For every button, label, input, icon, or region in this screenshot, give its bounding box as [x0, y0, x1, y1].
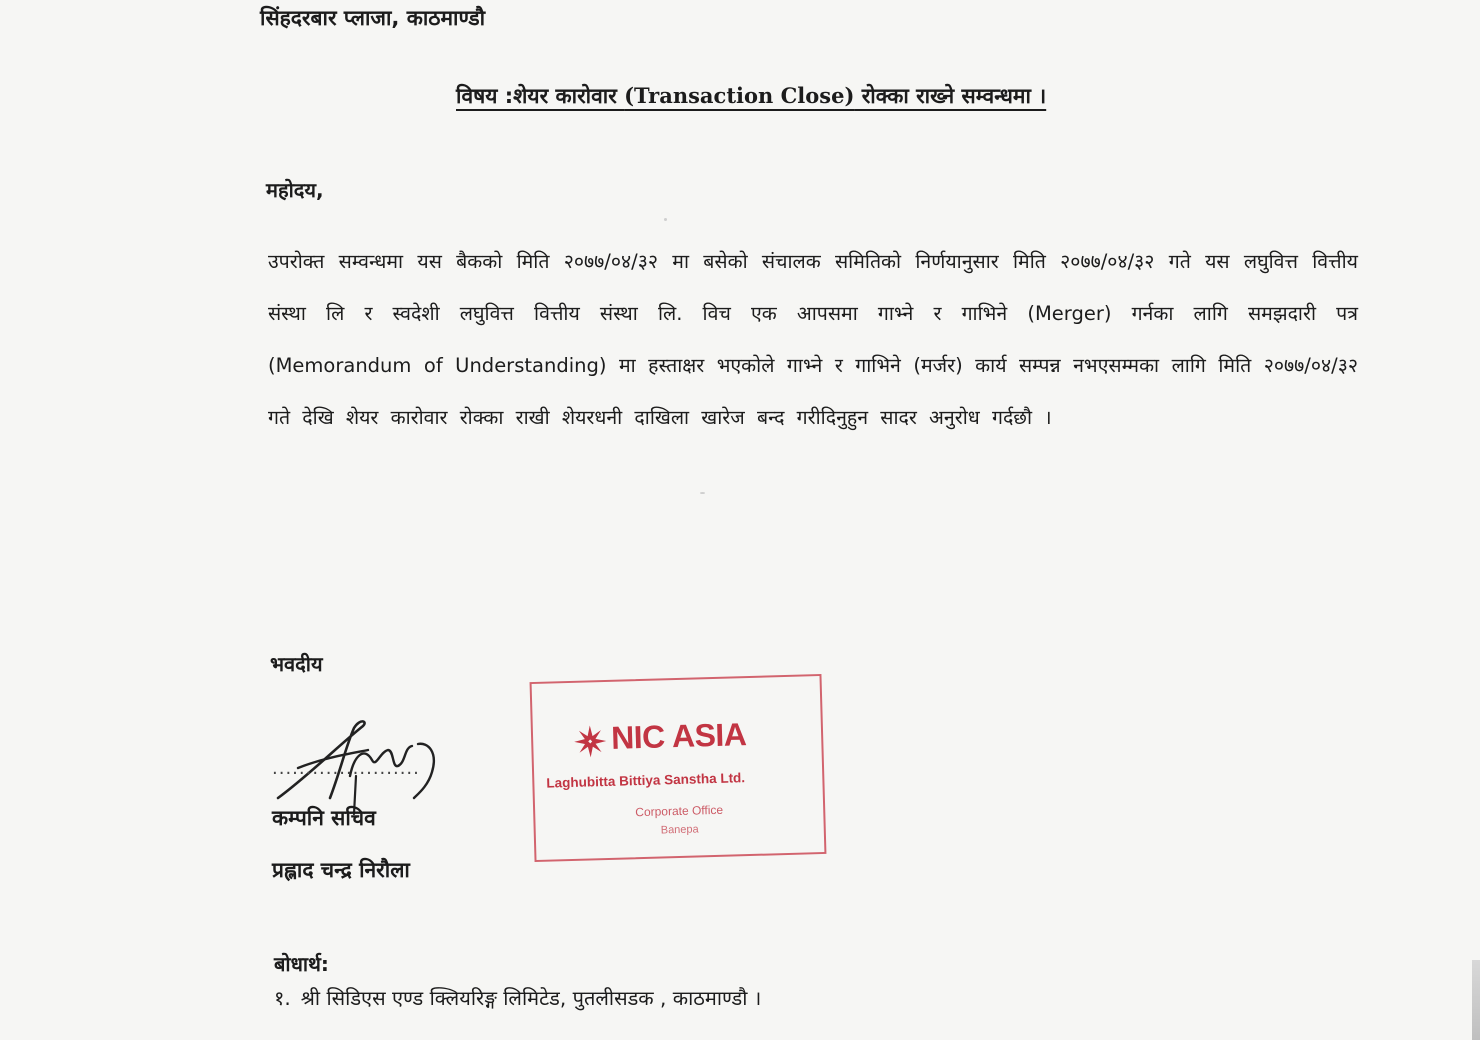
subject-prefix: विषय :शेयर कारोवार [456, 84, 625, 108]
subject-suffix: रोक्का राख्ने सम्वन्धमा । [854, 84, 1047, 108]
scan-speck [664, 218, 667, 221]
recipient-address: सिंहदरबार प्लाजा, काठमाण्डौ [260, 6, 486, 30]
subject-line [456, 82, 1046, 110]
stamp-location: Banepa [660, 823, 699, 837]
stamp-brand-text: NIC ASIA [610, 716, 747, 756]
designation: कम्पनि सचिव [272, 806, 376, 830]
cc-heading: बोधार्थ: [274, 952, 329, 976]
signature-line: ...................... [272, 758, 420, 779]
cc-item-number: १. [274, 986, 291, 1010]
stamp-office: Corporate Office [635, 802, 724, 820]
scan-speck [700, 492, 705, 494]
closing: भवदीय [270, 652, 323, 676]
cc-item [274, 984, 761, 1024]
stamp-brand [573, 716, 747, 758]
starburst-logo-icon [573, 724, 608, 759]
cc-list [274, 984, 761, 1024]
body-paragraph: उपरोक्त सम्वन्धमा यस बैकको मिति २०७७/०४/३२ मा बसेको संचालक समितिको निर्णयानुसार मिति २०७७/०४/३२ गते यस लघुवित्त वित्तीय संस्था लि र स्वदेशी लघुवित्त वित्तीय संस्था लि. विच एक आपसमा गाभ्ने र गाभिने (Merger) गर्नका लागि समझदारी पत्र (Memorandum of Understanding) मा हस्ताक्षर भएकोले गाभ्ने र गाभिने (मर्जर) कार्य सम्पन्न नभएसम्मका लागि मिति २०७७/०४/३२ गते देखि शेयर कारोवार रोक्का राखी शेयरधनी दाखिला खारेज बन्द गरीदिनुहुन सादर अनुरोध गर्दछौ । [268, 250, 1358, 429]
stamp-company: Laghubitta Bittiya Sanstha Ltd. [546, 770, 746, 791]
salutation: महोदय, [266, 178, 324, 202]
scan-edge-shadow [1472, 960, 1480, 1040]
company-stamp [530, 674, 827, 862]
subject-english: (Transaction Close) [624, 83, 855, 108]
signatory-name: प्रह्लाद चन्द्र निरौला [272, 858, 410, 882]
cc-item-text: श्री सिडिएस एण्ड क्लियरिङ्ग लिमिटेड, पुतलीसडक , काठमाण्डौ । [300, 986, 762, 1010]
